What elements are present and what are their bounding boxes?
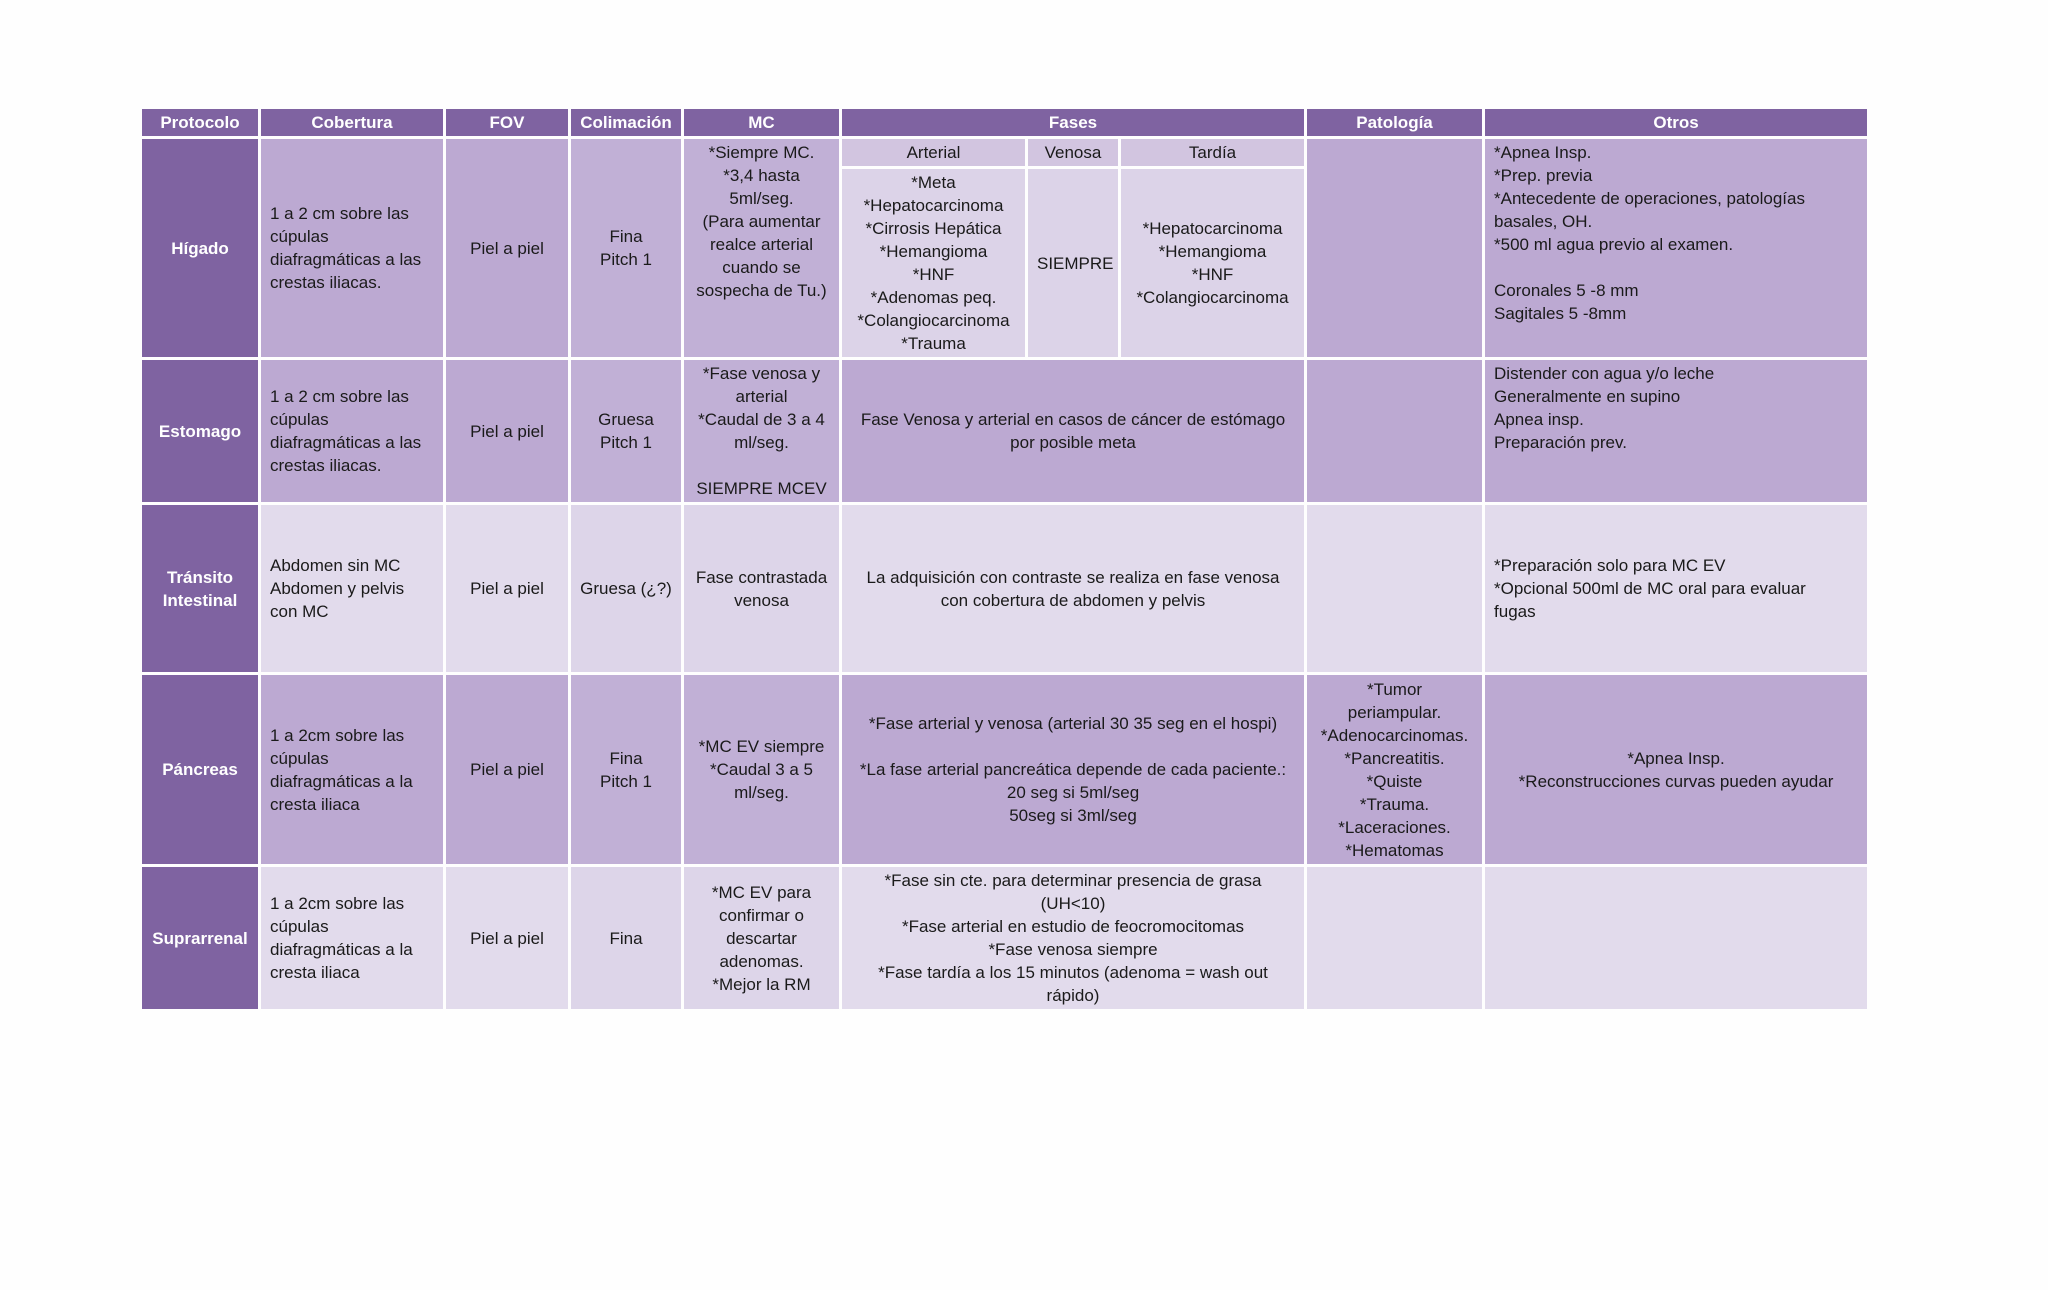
- patologia-cell: [1307, 139, 1482, 357]
- otros-cell: [1485, 867, 1867, 1009]
- subheader-arterial: Arterial: [842, 139, 1025, 166]
- otros-cell: *Apnea Insp. *Reconstrucciones curvas pueden ayudar: [1485, 675, 1867, 864]
- table-row: [142, 867, 1867, 1009]
- colimacion-cell: Gruesa Pitch 1: [571, 360, 681, 502]
- protocol-name: Páncreas: [142, 675, 258, 864]
- header-mc: MC: [684, 109, 839, 136]
- cobertura-cell: 1 a 2 cm sobre las cúpulas diafragmáticas a las crestas iliacas.: [261, 139, 443, 357]
- fases-cell: *Fase arterial y venosa (arterial 30 35 seg en el hospi) *La fase arterial pancreática depende de cada paciente.: 20 seg si 5ml/seg 50seg si 3ml/seg: [842, 675, 1304, 864]
- protocol-name: Hígado: [142, 139, 258, 357]
- fov-cell: Piel a piel: [446, 675, 568, 864]
- fase-tardia-cell: *Hepatocarcinoma *Hemangioma *HNF *Colangiocarcinoma: [1121, 169, 1304, 357]
- protocol-name: Tránsito Intestinal: [142, 505, 258, 672]
- cobertura-cell: Abdomen sin MC Abdomen y pelvis con MC: [261, 505, 443, 672]
- fov-cell: Piel a piel: [446, 360, 568, 502]
- table-row: [142, 360, 1867, 502]
- patologia-cell: [1307, 867, 1482, 1009]
- header-cobertura: Cobertura: [261, 109, 443, 136]
- header-colimacion: Colimación: [571, 109, 681, 136]
- header-fov: FOV: [446, 109, 568, 136]
- protocol-table: [139, 106, 1870, 1012]
- fov-cell: Piel a piel: [446, 505, 568, 672]
- mc-cell: *MC EV para confirmar o descartar adenomas. *Mejor la RM: [684, 867, 839, 1009]
- fases-cell: *Fase sin cte. para determinar presencia de grasa (UH<10) *Fase arterial en estudio de feocromocitomas *Fase venosa siempre *Fase tardía a los 15 minutos (adenoma = wash out rápido): [842, 867, 1304, 1009]
- colimacion-cell: Fina Pitch 1: [571, 675, 681, 864]
- patologia-cell: *Tumor periampular. *Adenocarcinomas. *Pancreatitis. *Quiste *Trauma. *Laceraciones. *Hematomas: [1307, 675, 1482, 864]
- fase-venosa-cell: SIEMPRE: [1028, 169, 1118, 357]
- colimacion-cell: Fina Pitch 1: [571, 139, 681, 357]
- fases-cell: Fase Venosa y arterial en casos de cáncer de estómago por posible meta: [842, 360, 1304, 502]
- colimacion-cell: Gruesa (¿?): [571, 505, 681, 672]
- cobertura-cell: 1 a 2cm sobre las cúpulas diafragmáticas a la cresta iliaca: [261, 867, 443, 1009]
- mc-cell: Fase contrastada venosa: [684, 505, 839, 672]
- patologia-cell: [1307, 360, 1482, 502]
- header-otros: Otros: [1485, 109, 1867, 136]
- header-row: [142, 109, 1867, 136]
- table-row: [142, 505, 1867, 672]
- cobertura-cell: 1 a 2cm sobre las cúpulas diafragmáticas a la cresta iliaca: [261, 675, 443, 864]
- protocol-name: Estomago: [142, 360, 258, 502]
- fov-cell: Piel a piel: [446, 867, 568, 1009]
- subheader-tardia: Tardía: [1121, 139, 1304, 166]
- mc-cell: *Siempre MC. *3,4 hasta 5ml/seg. (Para aumentar realce arterial cuando se sospecha de Tu.): [684, 139, 839, 357]
- table-row: [142, 675, 1867, 864]
- patologia-cell: [1307, 505, 1482, 672]
- header-patologia: Patología: [1307, 109, 1482, 136]
- mc-cell: *Fase venosa y arterial *Caudal de 3 a 4 ml/seg. SIEMPRE MCEV: [684, 360, 839, 502]
- protocol-name: Suprarrenal: [142, 867, 258, 1009]
- fases-cell: La adquisición con contraste se realiza en fase venosa con cobertura de abdomen y pelvis: [842, 505, 1304, 672]
- subheader-venosa: Venosa: [1028, 139, 1118, 166]
- otros-cell: *Preparación solo para MC EV *Opcional 500ml de MC oral para evaluar fugas: [1485, 505, 1867, 672]
- header-protocolo: Protocolo: [142, 109, 258, 136]
- cobertura-cell: 1 a 2 cm sobre las cúpulas diafragmáticas a las crestas iliacas.: [261, 360, 443, 502]
- otros-cell: Distender con agua y/o leche Generalmente en supino Apnea insp. Preparación prev.: [1485, 360, 1867, 502]
- otros-cell: *Apnea Insp. *Prep. previa *Antecedente de operaciones, patologías basales, OH. *500 ml agua previo al examen. Coronales 5 -8 mm Sagitales 5 -8mm: [1485, 139, 1867, 357]
- colimacion-cell: Fina: [571, 867, 681, 1009]
- header-fases: Fases: [842, 109, 1304, 136]
- table-row: [142, 139, 1867, 166]
- fase-arterial-cell: *Meta *Hepatocarcinoma *Cirrosis Hepática *Hemangioma *HNF *Adenomas peq. *Colangiocarcinoma *Trauma: [842, 169, 1025, 357]
- mc-cell: *MC EV siempre *Caudal 3 a 5 ml/seg.: [684, 675, 839, 864]
- fov-cell: Piel a piel: [446, 139, 568, 357]
